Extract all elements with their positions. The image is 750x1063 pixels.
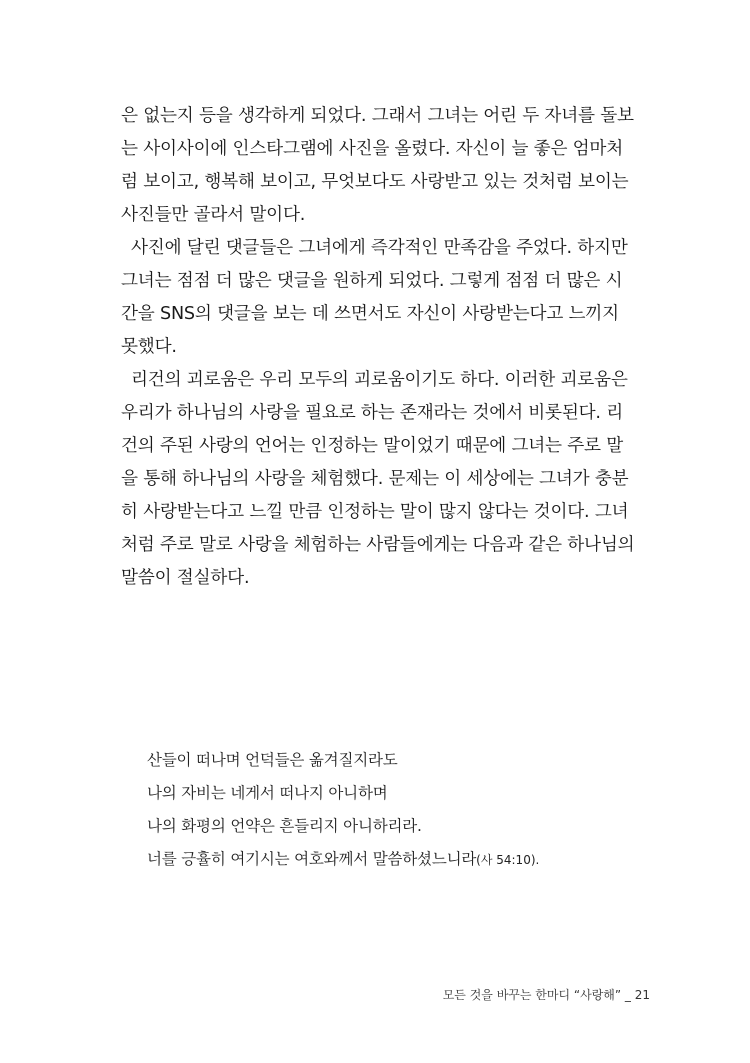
text-line: 히 사랑받는다고 느낄 만큼 인정하는 말이 많지 않다는 것이다. 그녀 [121,502,629,522]
text-line: 을 통해 하나님의 사랑을 체험했다. 문제는 이 세상에는 그녀가 충분 [121,469,629,489]
paragraph-1 [121,100,649,232]
paragraph-2 [121,232,649,364]
quote-line: 나의 화평의 언약은 흔들리지 아니하리라. [147,817,422,835]
text-line: 처럼 주로 말로 사랑을 체험하는 사람들에게는 다음과 같은 하나님의 [121,535,635,555]
text-line: 건의 주된 사랑의 언어는 인정하는 말이었기 때문에 그녀는 주로 말 [121,436,624,456]
text-line: 는 사이사이에 인스타그램에 사진을 올렸다. 자신이 늘 좋은 엄마처 [121,139,624,159]
text-line: 못했다. [121,337,177,357]
scripture-quote [147,744,627,876]
quote-line-text: 너를 긍휼히 여기시는 여호와께서 말씀하셨느니라 [147,850,477,868]
scripture-reference: (사 54:10). [476,853,540,867]
quote-line-last [147,843,627,876]
body-text [121,100,649,595]
text-line: 리건의 괴로움은 우리 모두의 괴로움이기도 하다. 이러한 괴로움은 [131,370,628,390]
text-line: 간을 SNS의 댓글을 보는 데 쓰면서도 자신이 사랑받는다고 느끼지 [121,304,619,324]
quote-line: 나의 자비는 네게서 떠나지 아니하며 [147,784,388,802]
quote-line: 산들이 떠나며 언덕들은 옮겨질지라도 [147,751,398,769]
page-footer: 모든 것을 바꾸는 한마디 “사랑해” _ 21 [442,988,650,1002]
text-line: 럼 보이고, 행복해 보이고, 무엇보다도 사랑받고 있는 것처럼 보이는 [121,172,629,192]
text-line: 그녀는 점점 더 많은 댓글을 원하게 되었다. 그렇게 점점 더 많은 시 [121,271,623,291]
text-line: 사진에 달린 댓글들은 그녀에게 즉각적인 만족감을 주었다. 하지만 [131,238,628,258]
text-line: 말씀이 절실하다. [121,568,250,588]
text-line: 사진들만 골라서 말이다. [121,205,306,225]
text-line: 은 없는지 등을 생각하게 되었다. 그래서 그녀는 어린 두 자녀를 돌보 [121,106,634,126]
paragraph-3 [121,364,649,595]
text-line: 우리가 하나님의 사랑을 필요로 하는 존재라는 것에서 비롯된다. 리 [121,403,624,423]
